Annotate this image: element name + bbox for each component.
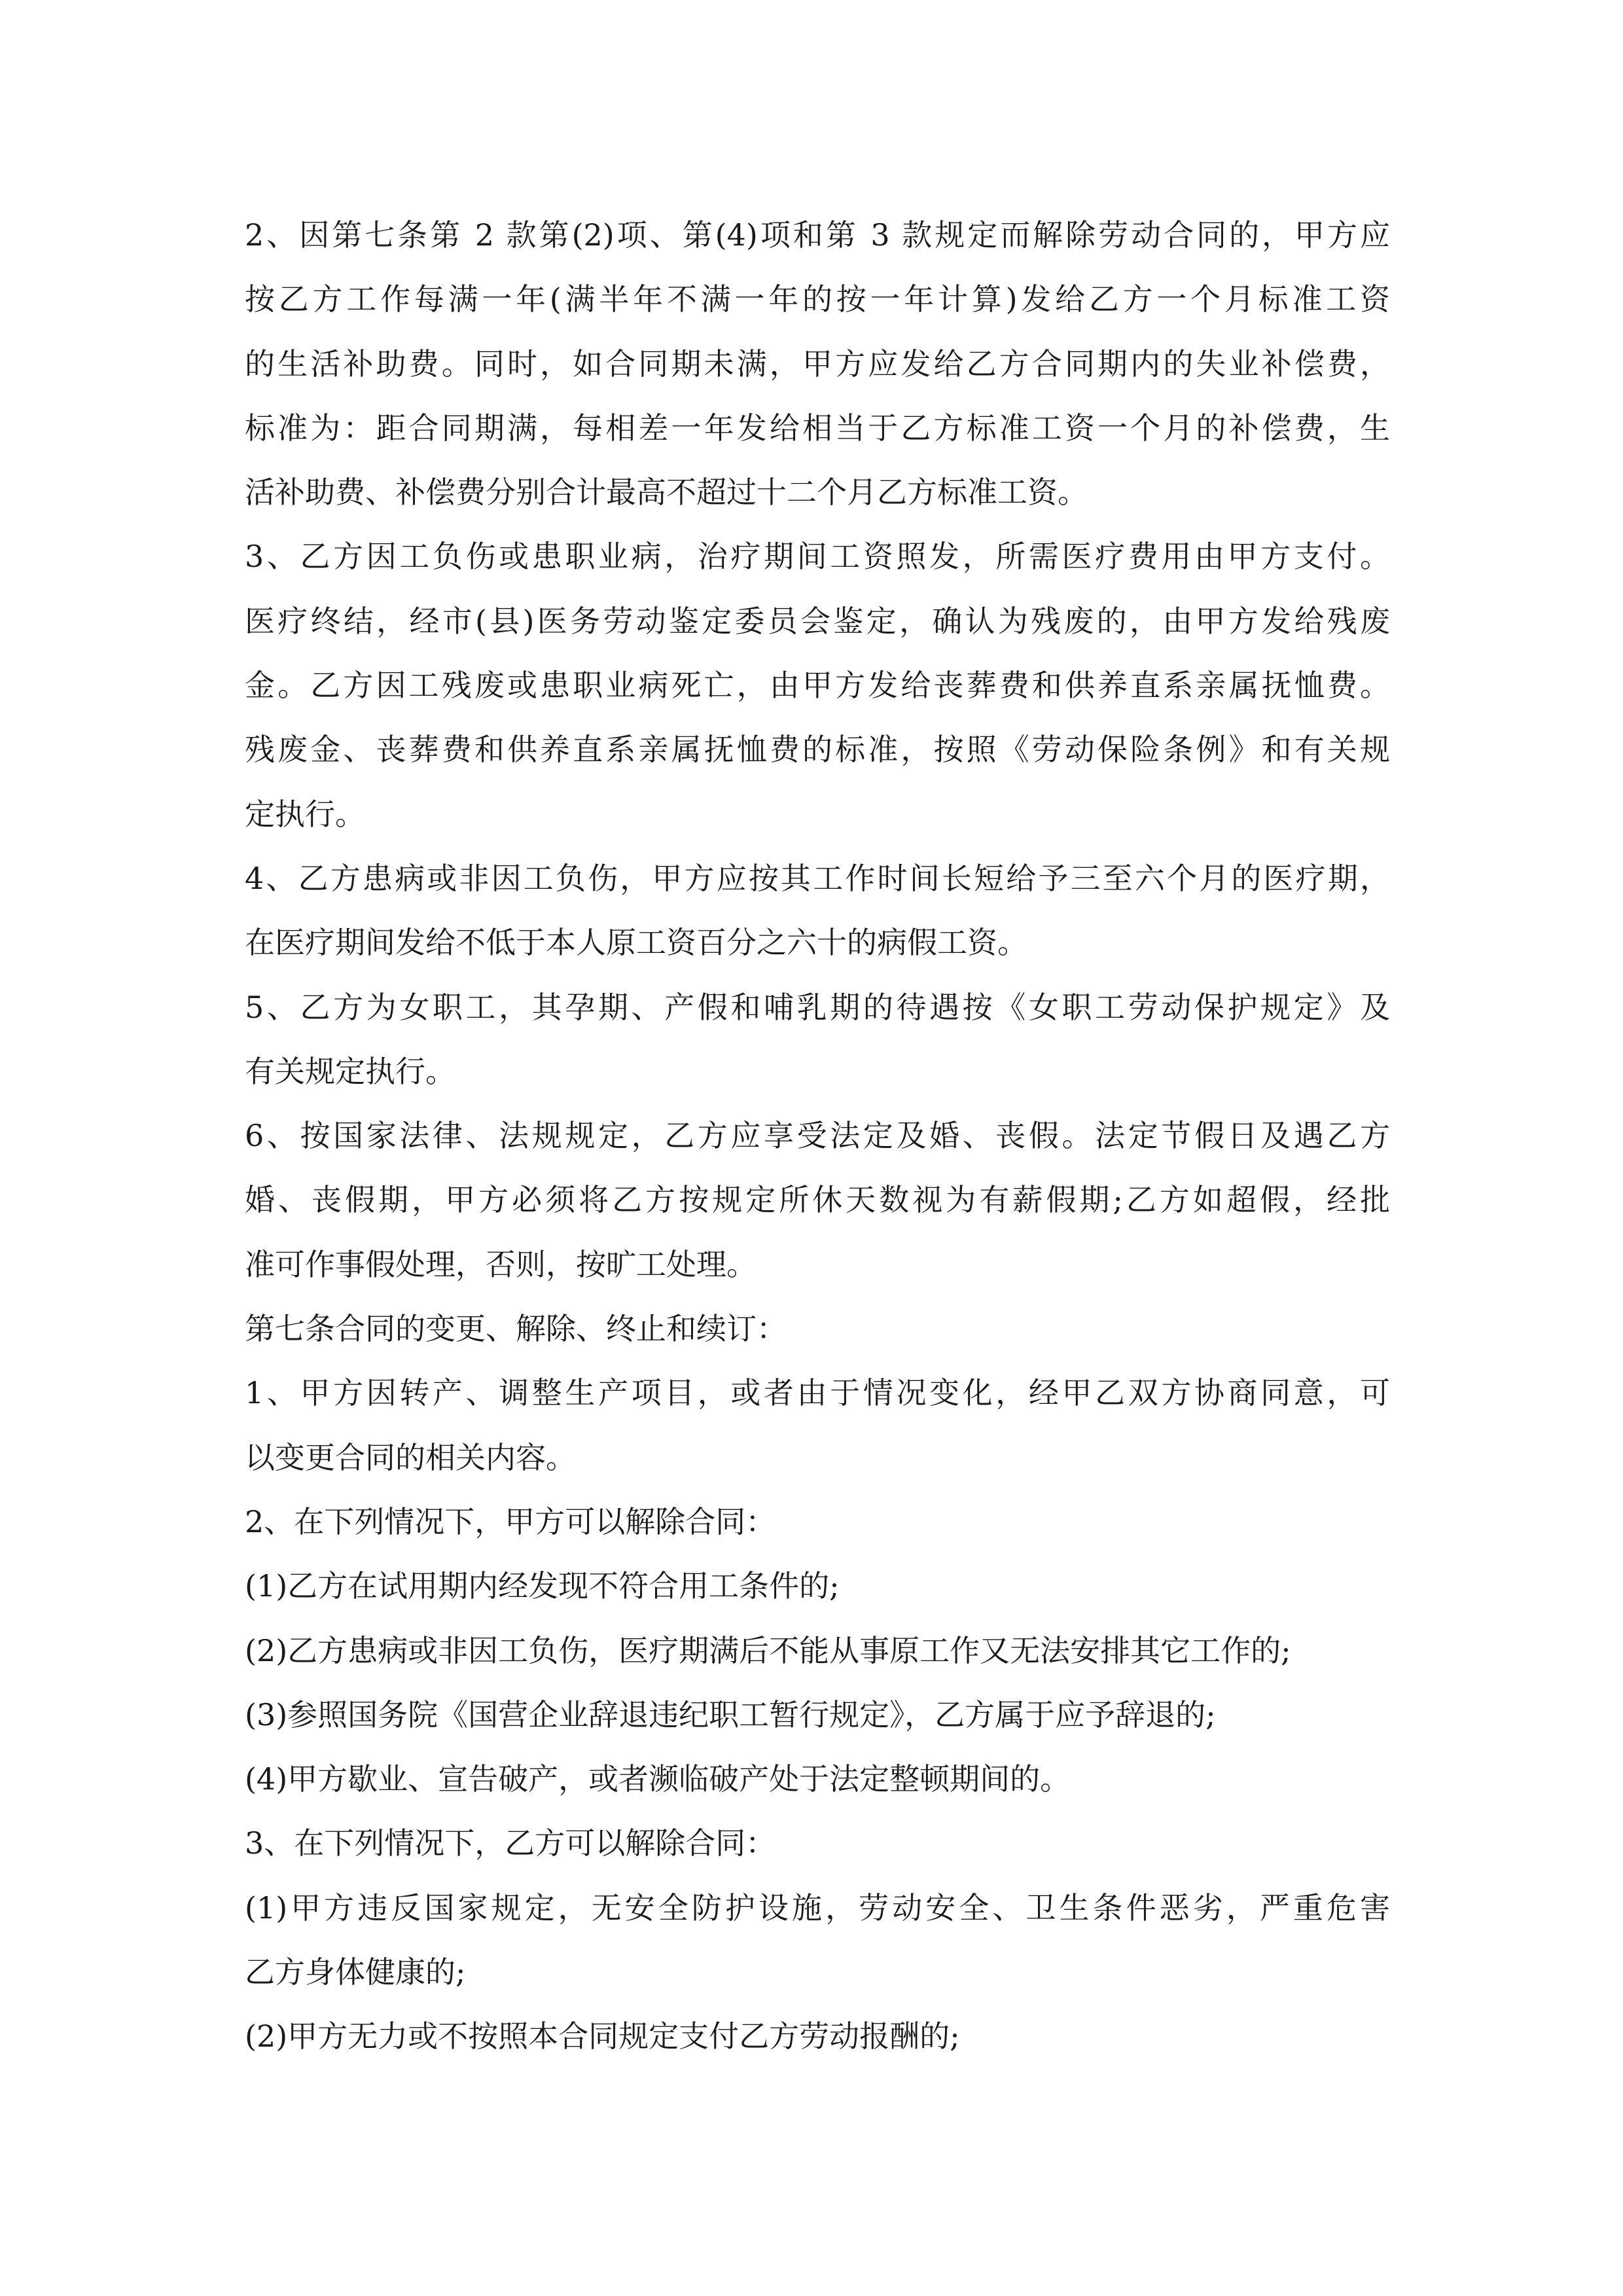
text-line: 2、因第七条第 2 款第(2)项、第(4)项和第 3 款规定而解除劳动合同的，甲方应	[245, 217, 1390, 253]
paragraph-clause-2-compensation	[245, 203, 1390, 524]
text-line: 残废金、丧葬费和供养直系亲属抚恤费的标准，按照《劳动保险条例》和有关规	[245, 732, 1390, 768]
list-item	[245, 1619, 1390, 1683]
text-line: 按乙方工作每满一年(满半年不满一年的按一年计算)发给乙方一个月标准工资	[245, 281, 1390, 317]
list-item	[245, 2004, 1390, 2068]
text-line: 乙方身体健康的;	[245, 1954, 466, 1990]
text-line: 在医疗期间发给不低于本人原工资百分之六十的病假工资。	[245, 925, 1027, 961]
text-line: 5、乙方为女职工，其孕期、产假和哺乳期的待遇按《女职工劳动保护规定》及	[245, 989, 1390, 1025]
text-line: (1)乙方在试用期内经发现不符合用工条件的;	[245, 1568, 840, 1604]
text-line: 3、在下列情况下，乙方可以解除合同：	[245, 1825, 776, 1861]
text-line: 金。乙方因工残废或患职业病死亡，由甲方发给丧葬费和供养直系亲属抚恤费。	[245, 668, 1390, 704]
list-item	[245, 1554, 1390, 1618]
paragraph-clause-6-holidays	[245, 1103, 1390, 1297]
text-line: 的生活补助费。同时，如合同期未满，甲方应发给乙方合同期内的失业补偿费，	[245, 346, 1390, 382]
text-line: 有关规定执行。	[245, 1053, 455, 1089]
text-line: (4)甲方歇业、宣告破产，或者濒临破产处于法定整顿期间的。	[245, 1761, 1071, 1797]
text-line: 准可作事假处理，否则，按旷工处理。	[245, 1246, 757, 1282]
paragraph-clause-3-work-injury	[245, 524, 1390, 846]
paragraph-article-7-clause-1	[245, 1361, 1390, 1490]
article-7-heading	[245, 1297, 1390, 1361]
text-line: 2、在下列情况下，甲方可以解除合同：	[245, 1503, 776, 1539]
list-item	[245, 1876, 1390, 2005]
document-body	[245, 203, 1390, 2069]
list-item	[245, 1747, 1390, 1811]
text-line: (3)参照国务院《国营企业辞退违纪职工暂行规定》，乙方属于应予辞退的;	[245, 1696, 1216, 1732]
text-line: 医疗终结，经市(县)医务劳动鉴定委员会鉴定，确认为残废的，由甲方发给残废	[245, 603, 1390, 639]
text-line: 4、乙方患病或非因工负伤，甲方应按其工作时间长短给予三至六个月的医疗期，	[245, 860, 1390, 896]
text-line: (2)甲方无力或不按照本合同规定支付乙方劳动报酬的;	[245, 2018, 960, 2054]
text-line: 定执行。	[245, 796, 365, 832]
text-line: 1、甲方因转产、调整生产项目，或者由于情况变化，经甲乙双方协商同意，可	[245, 1375, 1390, 1411]
text-line: 以变更合同的相关内容。	[245, 1439, 576, 1475]
text-line: (2)乙方患病或非因工负伤，医疗期满后不能从事原工作又无法安排其它工作的;	[245, 1632, 1291, 1668]
paragraph-clause-4-sick-leave	[245, 846, 1390, 975]
text-line: 标准为：距合同期满，每相差一年发给相当于乙方标准工资一个月的补偿费，生	[245, 410, 1390, 446]
paragraph-clause-5-female-workers	[245, 975, 1390, 1104]
text-line: (1)甲方违反国家规定，无安全防护设施，劳动安全、卫生条件恶劣，严重危害	[245, 1890, 1390, 1926]
text-line: 6、按国家法律、法规规定，乙方应享受法定及婚、丧假。法定节假日及遇乙方	[245, 1118, 1390, 1154]
paragraph-article-7-clause-2	[245, 1490, 1390, 1554]
text-line: 3、乙方因工负伤或患职业病，治疗期间工资照发，所需医疗费用由甲方支付。	[245, 539, 1390, 575]
text-line: 第七条合同的变更、解除、终止和续订：	[245, 1311, 787, 1347]
paragraph-article-7-clause-3	[245, 1811, 1390, 1875]
text-line: 婚、丧假期，甲方必须将乙方按规定所休天数视为有薪假期;乙方如超假，经批	[245, 1182, 1390, 1218]
text-line: 活补助费、补偿费分别合计最高不超过十二个月乙方标准工资。	[245, 475, 1088, 511]
list-item	[245, 1683, 1390, 1747]
